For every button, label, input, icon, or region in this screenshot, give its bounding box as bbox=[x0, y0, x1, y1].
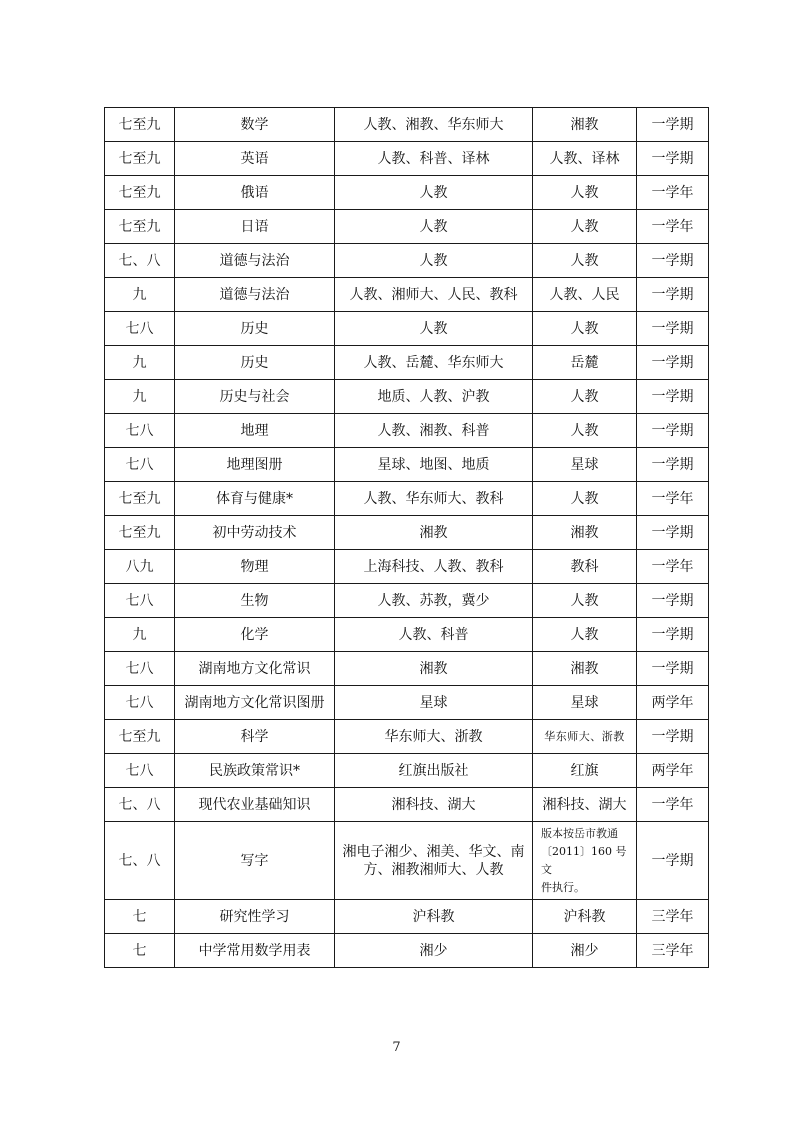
grade-cell: 七 bbox=[105, 934, 175, 968]
grade-cell: 七八 bbox=[105, 448, 175, 482]
grade-cell: 七、八 bbox=[105, 788, 175, 822]
grade-cell: 七至九 bbox=[105, 108, 175, 142]
period-cell: 一学年 bbox=[637, 788, 709, 822]
table-row bbox=[105, 278, 709, 312]
publishers-cell: 人教、科普 bbox=[335, 618, 533, 652]
subject-cell: 历史与社会 bbox=[175, 380, 335, 414]
table-row bbox=[105, 686, 709, 720]
period-cell: 一学期 bbox=[637, 414, 709, 448]
period-cell: 一学期 bbox=[637, 652, 709, 686]
period-cell: 三学年 bbox=[637, 934, 709, 968]
table-row bbox=[105, 448, 709, 482]
table-row bbox=[105, 516, 709, 550]
grade-cell: 七八 bbox=[105, 414, 175, 448]
period-cell: 一学期 bbox=[637, 822, 709, 900]
table-row bbox=[105, 934, 709, 968]
period-cell: 一学期 bbox=[637, 618, 709, 652]
textbook-table bbox=[104, 107, 709, 968]
grade-cell: 九 bbox=[105, 278, 175, 312]
publishers-cell: 人教 bbox=[335, 312, 533, 346]
note-line: 版本按岳市教通 bbox=[541, 826, 618, 840]
publishers-cell: 红旗出版社 bbox=[335, 754, 533, 788]
period-cell: 一学年 bbox=[637, 482, 709, 516]
table-row bbox=[105, 142, 709, 176]
publishers-cell: 沪科教 bbox=[335, 900, 533, 934]
table-row bbox=[105, 108, 709, 142]
publishers-cell: 湘教 bbox=[335, 652, 533, 686]
subject-cell: 初中劳动技术 bbox=[175, 516, 335, 550]
selected-edition-cell: 湘少 bbox=[533, 934, 637, 968]
subject-cell: 数学 bbox=[175, 108, 335, 142]
grade-cell: 七至九 bbox=[105, 210, 175, 244]
grade-cell: 七八 bbox=[105, 652, 175, 686]
table-row bbox=[105, 414, 709, 448]
publishers-cell: 人教、岳麓、华东师大 bbox=[335, 346, 533, 380]
publishers-line: 方、湘教湘师大、人教 bbox=[363, 861, 504, 878]
selected-edition-cell: 星球 bbox=[533, 448, 637, 482]
selected-edition-cell: 人教 bbox=[533, 482, 637, 516]
grade-cell: 七至九 bbox=[105, 516, 175, 550]
publishers-cell: 星球 bbox=[335, 686, 533, 720]
publishers-cell: 人教、华东师大、教科 bbox=[335, 482, 533, 516]
table-row bbox=[105, 900, 709, 934]
period-cell: 一学年 bbox=[637, 176, 709, 210]
subject-cell: 写字 bbox=[175, 822, 335, 900]
subject-cell: 化学 bbox=[175, 618, 335, 652]
period-cell: 一学期 bbox=[637, 448, 709, 482]
table-row bbox=[105, 380, 709, 414]
period-cell: 一学期 bbox=[637, 380, 709, 414]
page-number: 7 bbox=[392, 1040, 401, 1055]
grade-cell: 七至九 bbox=[105, 482, 175, 516]
table-row bbox=[105, 754, 709, 788]
selected-edition-note-cell bbox=[533, 822, 637, 900]
publishers-cell bbox=[335, 822, 533, 900]
table-row bbox=[105, 244, 709, 278]
publishers-cell: 人教、苏教，冀少 bbox=[335, 584, 533, 618]
publishers-cell: 人教 bbox=[335, 210, 533, 244]
period-cell: 一学期 bbox=[637, 312, 709, 346]
selected-edition-cell: 教科 bbox=[533, 550, 637, 584]
selected-edition-cell: 星球 bbox=[533, 686, 637, 720]
period-cell: 一学期 bbox=[637, 346, 709, 380]
publishers-cell: 湘教 bbox=[335, 516, 533, 550]
table-row bbox=[105, 822, 709, 900]
note-line: 件执行。 bbox=[541, 880, 585, 894]
subject-cell: 地理图册 bbox=[175, 448, 335, 482]
publishers-cell: 星球、地图、地质 bbox=[335, 448, 533, 482]
table-row bbox=[105, 720, 709, 754]
selected-edition-cell: 沪科教 bbox=[533, 900, 637, 934]
selected-edition-cell: 湘教 bbox=[533, 516, 637, 550]
period-cell: 一学期 bbox=[637, 516, 709, 550]
publishers-cell: 人教 bbox=[335, 176, 533, 210]
subject-cell: 地理 bbox=[175, 414, 335, 448]
table-row bbox=[105, 482, 709, 516]
period-cell: 两学年 bbox=[637, 686, 709, 720]
publishers-cell: 人教、湘教、科普 bbox=[335, 414, 533, 448]
publishers-cell: 上海科技、人教、教科 bbox=[335, 550, 533, 584]
selected-edition-cell: 湘科技、湖大 bbox=[533, 788, 637, 822]
selected-edition-cell: 人教 bbox=[533, 584, 637, 618]
publishers-cell: 人教、湘师大、人民、教科 bbox=[335, 278, 533, 312]
publishers-cell: 人教、湘教、华东师大 bbox=[335, 108, 533, 142]
period-cell: 一学年 bbox=[637, 550, 709, 584]
subject-cell: 现代农业基础知识 bbox=[175, 788, 335, 822]
subject-cell: 研究性学习 bbox=[175, 900, 335, 934]
selected-edition-cell: 湘教 bbox=[533, 652, 637, 686]
subject-cell: 历史 bbox=[175, 312, 335, 346]
selected-edition-cell: 人教、译林 bbox=[533, 142, 637, 176]
table-row bbox=[105, 788, 709, 822]
period-cell: 一学期 bbox=[637, 278, 709, 312]
grade-cell: 七八 bbox=[105, 754, 175, 788]
table-row bbox=[105, 210, 709, 244]
table-row bbox=[105, 652, 709, 686]
grade-cell: 七、八 bbox=[105, 244, 175, 278]
selected-edition-cell: 红旗 bbox=[533, 754, 637, 788]
table-row bbox=[105, 312, 709, 346]
subject-cell: 科学 bbox=[175, 720, 335, 754]
grade-cell: 七八 bbox=[105, 584, 175, 618]
period-cell: 两学年 bbox=[637, 754, 709, 788]
publishers-line: 湘电子湘少、湘美、华文、南 bbox=[342, 843, 525, 860]
selected-edition-cell: 人教 bbox=[533, 414, 637, 448]
subject-cell: 道德与法治 bbox=[175, 278, 335, 312]
subject-cell: 俄语 bbox=[175, 176, 335, 210]
grade-cell: 九 bbox=[105, 346, 175, 380]
publishers-cell: 湘科技、湖大 bbox=[335, 788, 533, 822]
table-row bbox=[105, 346, 709, 380]
table-row bbox=[105, 618, 709, 652]
period-cell: 一学年 bbox=[637, 210, 709, 244]
selected-edition-cell: 人教 bbox=[533, 618, 637, 652]
selected-edition-cell: 人教 bbox=[533, 244, 637, 278]
selected-edition-cell: 人教 bbox=[533, 312, 637, 346]
grade-cell: 八九 bbox=[105, 550, 175, 584]
selected-edition-cell: 人教 bbox=[533, 176, 637, 210]
publishers-cell: 华东师大、浙教 bbox=[335, 720, 533, 754]
subject-cell: 湖南地方文化常识图册 bbox=[175, 686, 335, 720]
publishers-cell: 人教、科普、译林 bbox=[335, 142, 533, 176]
subject-cell: 湖南地方文化常识 bbox=[175, 652, 335, 686]
grade-cell: 九 bbox=[105, 380, 175, 414]
subject-cell: 民族政策常识* bbox=[175, 754, 335, 788]
subject-cell: 物理 bbox=[175, 550, 335, 584]
subject-cell: 日语 bbox=[175, 210, 335, 244]
period-cell: 一学期 bbox=[637, 584, 709, 618]
grade-cell: 七至九 bbox=[105, 720, 175, 754]
publishers-cell: 人教 bbox=[335, 244, 533, 278]
publishers-cell: 地质、人教、沪教 bbox=[335, 380, 533, 414]
table-row bbox=[105, 176, 709, 210]
grade-cell: 九 bbox=[105, 618, 175, 652]
subject-cell: 道德与法治 bbox=[175, 244, 335, 278]
grade-cell: 七八 bbox=[105, 686, 175, 720]
selected-edition-cell: 人教 bbox=[533, 380, 637, 414]
selected-edition-cell: 人教 bbox=[533, 210, 637, 244]
period-cell: 一学期 bbox=[637, 244, 709, 278]
grade-cell: 七八 bbox=[105, 312, 175, 346]
period-cell: 一学期 bbox=[637, 142, 709, 176]
period-cell: 三学年 bbox=[637, 900, 709, 934]
subject-cell: 生物 bbox=[175, 584, 335, 618]
grade-cell: 七至九 bbox=[105, 142, 175, 176]
selected-edition-cell: 人教、人民 bbox=[533, 278, 637, 312]
table-row bbox=[105, 584, 709, 618]
grade-cell: 七、八 bbox=[105, 822, 175, 900]
grade-cell: 七 bbox=[105, 900, 175, 934]
selected-edition-cell: 华东师大、浙教 bbox=[533, 720, 637, 754]
subject-cell: 历史 bbox=[175, 346, 335, 380]
note-line: 〔2011〕160 号文 bbox=[541, 844, 627, 876]
table-row bbox=[105, 550, 709, 584]
publishers-cell: 湘少 bbox=[335, 934, 533, 968]
period-cell: 一学期 bbox=[637, 720, 709, 754]
subject-cell: 中学常用数学用表 bbox=[175, 934, 335, 968]
period-cell: 一学期 bbox=[637, 108, 709, 142]
subject-cell: 体育与健康* bbox=[175, 482, 335, 516]
grade-cell: 七至九 bbox=[105, 176, 175, 210]
selected-edition-cell: 岳麓 bbox=[533, 346, 637, 380]
selected-edition-cell: 湘教 bbox=[533, 108, 637, 142]
subject-cell: 英语 bbox=[175, 142, 335, 176]
